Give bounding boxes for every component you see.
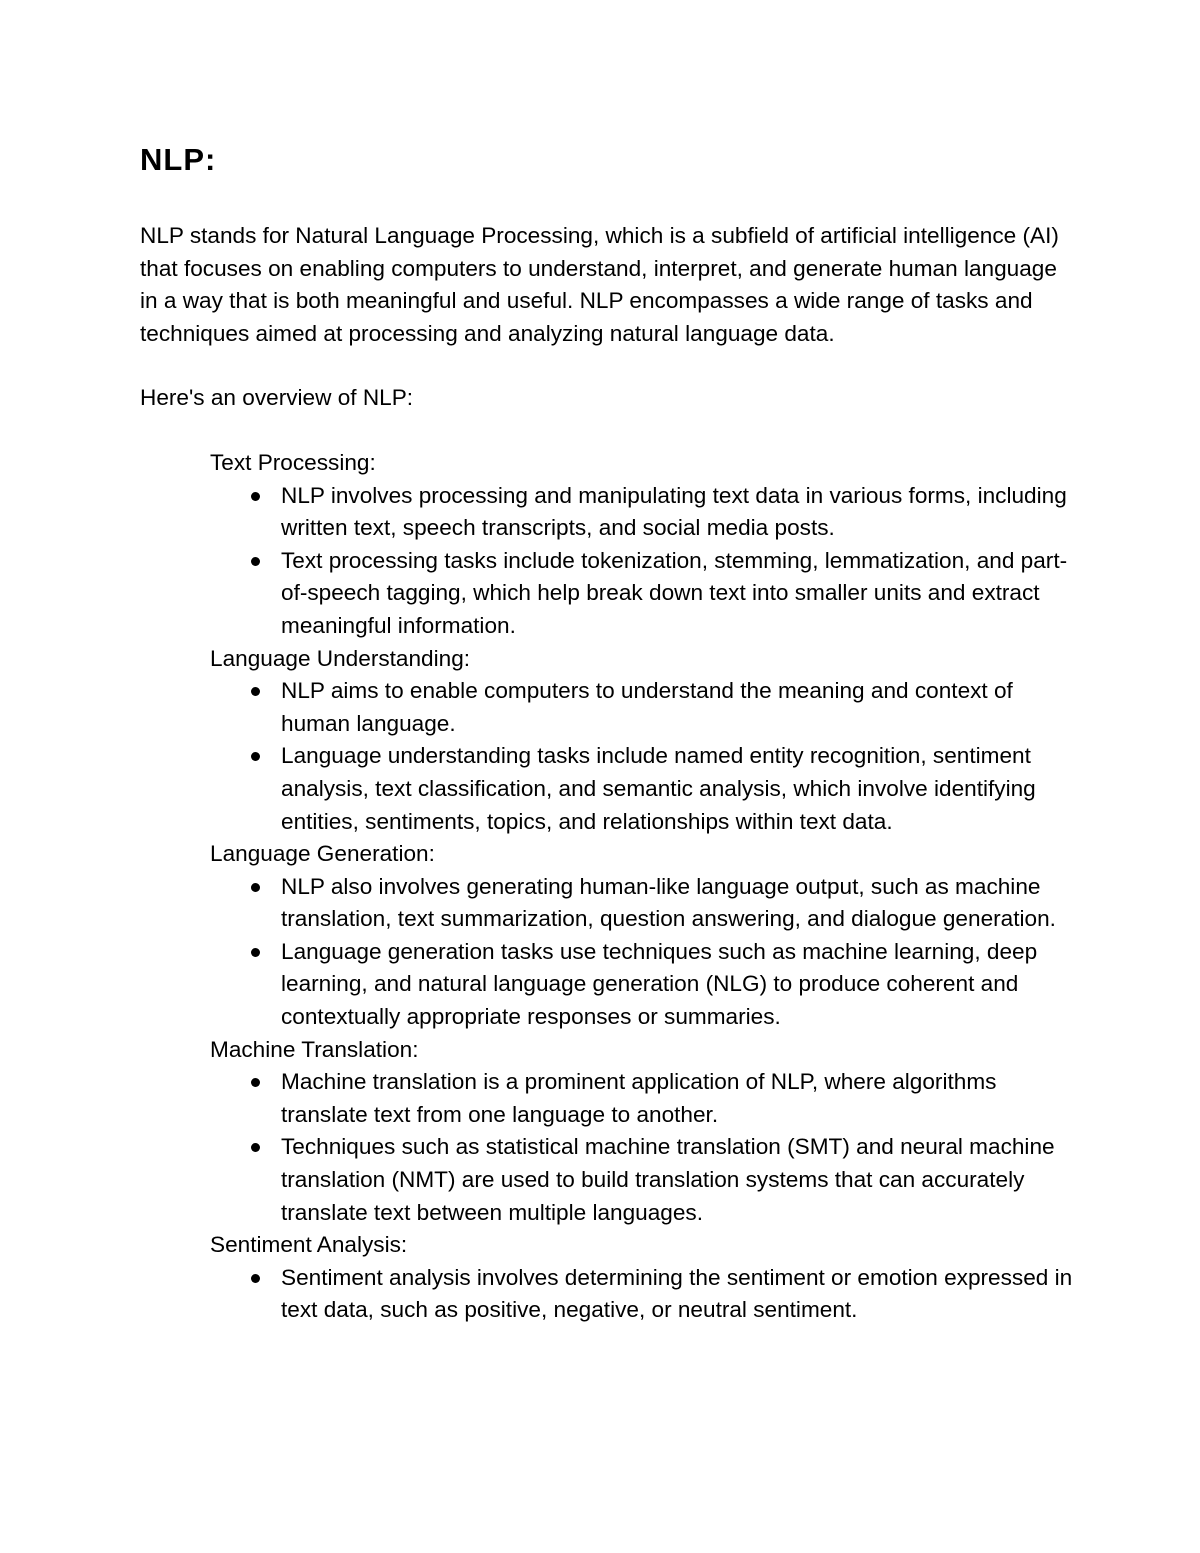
bullet-icon [251,1274,260,1283]
bullet-icon [251,1143,260,1152]
bullet-text: NLP also involves generating human-like language output, such as machine translation, text summarization, question answering, and dialogue generation. [281,873,1056,932]
intro-paragraph: NLP stands for Natural Language Processing, which is a subfield of artificial intelligence (AI) that focuses on enabling computers to understand, interpret, and generate human language in a way that is both meaningful and useful. NLP encompasses a wide range of tasks and techniques aimed at processing and analyzing natural language data. [140,223,1059,346]
section-heading: Language Understanding: [210,645,471,671]
sections-container [140,447,1080,1327]
section-heading: Sentiment Analysis: [210,1232,408,1258]
bullet-list [210,1262,1080,1327]
bullet-text: Language generation tasks use techniques such as machine learning, deep learning, and natural language generation (NLG) to produce coherent and contextually appropriate responses or summaries. [281,938,1038,1030]
bullet-icon [251,752,260,761]
bullet-icon [251,687,260,696]
section-text-processing [210,447,1080,643]
overview-heading: Here's an overview of NLP: [140,385,414,411]
bullet-list [210,480,1080,643]
bullet-item [210,740,1080,838]
bullet-item [210,1066,1080,1131]
bullet-text: NLP involves processing and manipulating text data in various forms, including written text, speech transcripts, and social media posts. [281,482,1067,541]
bullet-text: NLP aims to enable computers to understand the meaning and context of human language. [281,678,1013,736]
bullet-item [210,545,1080,643]
section-sentiment-analysis [210,1229,1080,1327]
section-language-understanding [210,643,1080,839]
bullet-text: Language understanding tasks include named entity recognition, sentiment analysis, text classification, and semantic analysis, which involve identifying entities, sentiments, topics, and relationships within text data. [281,743,1036,834]
bullet-item [210,1131,1080,1229]
bullet-item [210,480,1080,545]
bullet-item [210,675,1080,740]
section-heading: Text Processing: [210,449,376,475]
bullet-icon [251,883,260,892]
section-heading: Machine Translation: [210,1036,419,1062]
bullet-text: Techniques such as statistical machine translation (SMT) and neural machine translation (NMT) are used to build translation systems that can accurately translate text between multiple languages. [281,1134,1055,1225]
bullet-item [210,936,1080,1034]
bullet-list [210,1066,1080,1229]
bullet-item [210,1262,1080,1327]
bullet-icon [251,492,260,501]
bullet-icon [251,1078,260,1087]
section-language-generation [210,838,1080,1034]
bullet-text: Sentiment analysis involves determining the sentiment or emotion expressed in text data, such as positive, negative, or neutral sentiment. [281,1264,1073,1323]
section-machine-translation [210,1034,1080,1230]
bullet-icon [251,948,260,957]
bullet-icon [251,557,260,566]
bullet-list [210,871,1080,1034]
bullet-item [210,871,1080,936]
bullet-text: Machine translation is a prominent application of NLP, where algorithms translate text from one language to another. [281,1069,997,1127]
bullet-text: Text processing tasks include tokenization, stemming, lemmatization, and part-of-speech tagging, which help break down text into smaller units and extract meaningful information. [281,547,1068,638]
document-page [140,138,1080,1327]
bullet-list [210,675,1080,838]
document-title: NLP: [140,142,217,177]
section-heading: Language Generation: [210,841,435,867]
